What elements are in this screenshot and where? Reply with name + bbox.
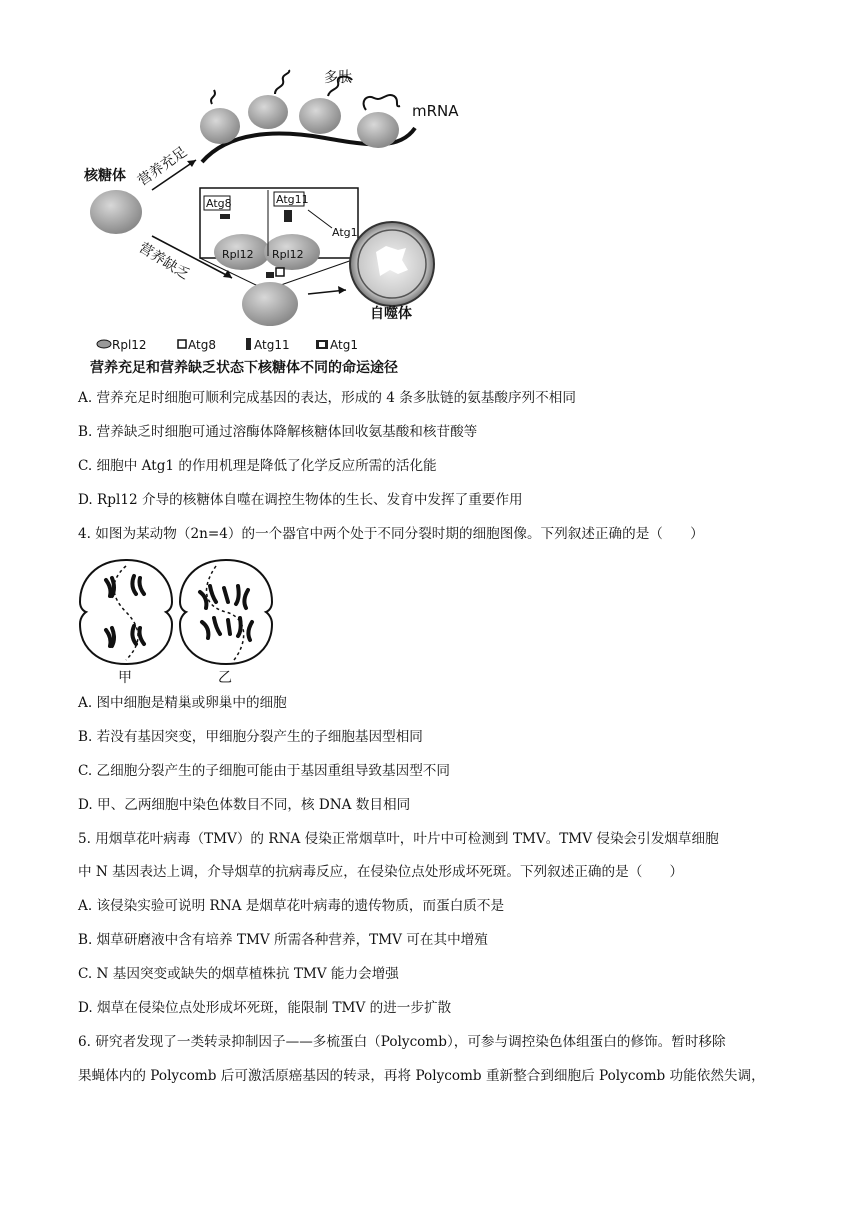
q3-option-d: D. Rpl12 介导的核糖体自噬在调控生物体的生长、发育中发挥了重要作用 <box>78 492 523 508</box>
free-ribosome <box>90 190 142 234</box>
q5-option-d: D. 烟草在侵染位点处形成坏死斑，能限制 TMV 的进一步扩散 <box>78 1000 452 1016</box>
q5-option-c: C. N 基因突变或缺失的烟草植株抗 TMV 能力会增强 <box>78 966 399 982</box>
legend-atg1: Atg1 <box>330 338 358 352</box>
svg-text:Rpl12: Rpl12 <box>272 248 304 261</box>
svg-text:Atg8: Atg8 <box>206 197 232 210</box>
cell-jia <box>80 560 172 664</box>
legend <box>97 338 358 352</box>
q3-option-a: A. 营养充足时细胞可顺利完成基因的表达，形成的 4 条多肽链的氨基酸序列不相同 <box>78 390 576 406</box>
q6-stem-line2: 果蝇体内的 Polycomb 后可激活原癌基因的转录，再将 Polycomb 重新整合到细胞后 Polycomb 功能依然失调， <box>78 1068 765 1084</box>
mrna-label: mRNA <box>412 102 459 120</box>
autophagosome-label: 自噬体 <box>370 306 412 322</box>
figure1-caption: 营养充足和营养缺乏状态下核糖体不同的命运途径 <box>90 360 398 376</box>
cell-label-jia: 甲 <box>118 670 132 686</box>
cell-division-figure <box>76 556 276 686</box>
cell-label-yi: 乙 <box>218 670 232 686</box>
svg-text:Atg11: Atg11 <box>276 193 309 206</box>
polypeptide-label: 多肽 <box>324 70 352 86</box>
legend-atg11: Atg11 <box>254 338 290 352</box>
q5-option-a: A. 该侵染实验可说明 RNA 是烟草花叶病毒的遗传物质，而蛋白质不是 <box>78 898 505 914</box>
q5-option-b: B. 烟草研磨液中含有培养 TMV 所需各种营养，TMV 可在其中增殖 <box>78 932 488 948</box>
q4-option-b: B. 若没有基因突变，甲细胞分裂产生的子细胞基因型相同 <box>78 729 423 745</box>
q5-stem-line1: 5. 用烟草花叶病毒（TMV）的 RNA 侵染正常烟草叶，叶片中可检测到 TMV。TMV 侵染会引发烟草细胞 <box>78 831 719 847</box>
polysome <box>200 95 399 148</box>
q5-stem-line2: 中 N 基因表达上调，介导烟草的抗病毒反应，在侵染位点处形成坏死斑。下列叙述正确的是（ ） <box>78 864 684 880</box>
svg-text:Rpl12: Rpl12 <box>222 248 254 261</box>
cell-yi <box>180 560 272 664</box>
nutrient-rich-label: 营养充足 <box>135 144 191 190</box>
ribosome-fate-figure <box>70 60 490 380</box>
legend-atg8: Atg8 <box>188 338 216 352</box>
q4-option-d: D. 甲、乙两细胞中染色体数目不同，核 DNA 数目相同 <box>78 797 411 813</box>
autophagy-ribosome <box>242 282 298 326</box>
ribosome-label: 核糖体 <box>84 168 126 184</box>
q4-option-a: A. 图中细胞是精巢或卵巢中的细胞 <box>78 695 287 711</box>
q3-option-b: B. 营养缺乏时细胞可通过溶酶体降解核糖体回收氨基酸和核苷酸等 <box>78 424 478 440</box>
q4-option-c: C. 乙细胞分裂产生的子细胞可能由于基因重组导致基因型不同 <box>78 763 450 779</box>
legend-rpl12: Rpl12 <box>112 338 147 352</box>
q3-option-c: C. 细胞中 Atg1 的作用机理是降低了化学反应所需的活化能 <box>78 458 437 474</box>
q4-stem: 4. 如图为某动物（2n=4）的一个器官中两个处于不同分裂时期的细胞图像。下列叙述正确的是（ ） <box>78 526 704 542</box>
svg-text:Atg1: Atg1 <box>332 226 358 239</box>
q6-stem-line1: 6. 研究者发现了一类转录抑制因子——多梳蛋白（Polycomb），可参与调控染色体组蛋白的修饰。暂时移除 <box>78 1034 726 1050</box>
nutrient-poor-label: 营养缺乏 <box>135 239 192 284</box>
